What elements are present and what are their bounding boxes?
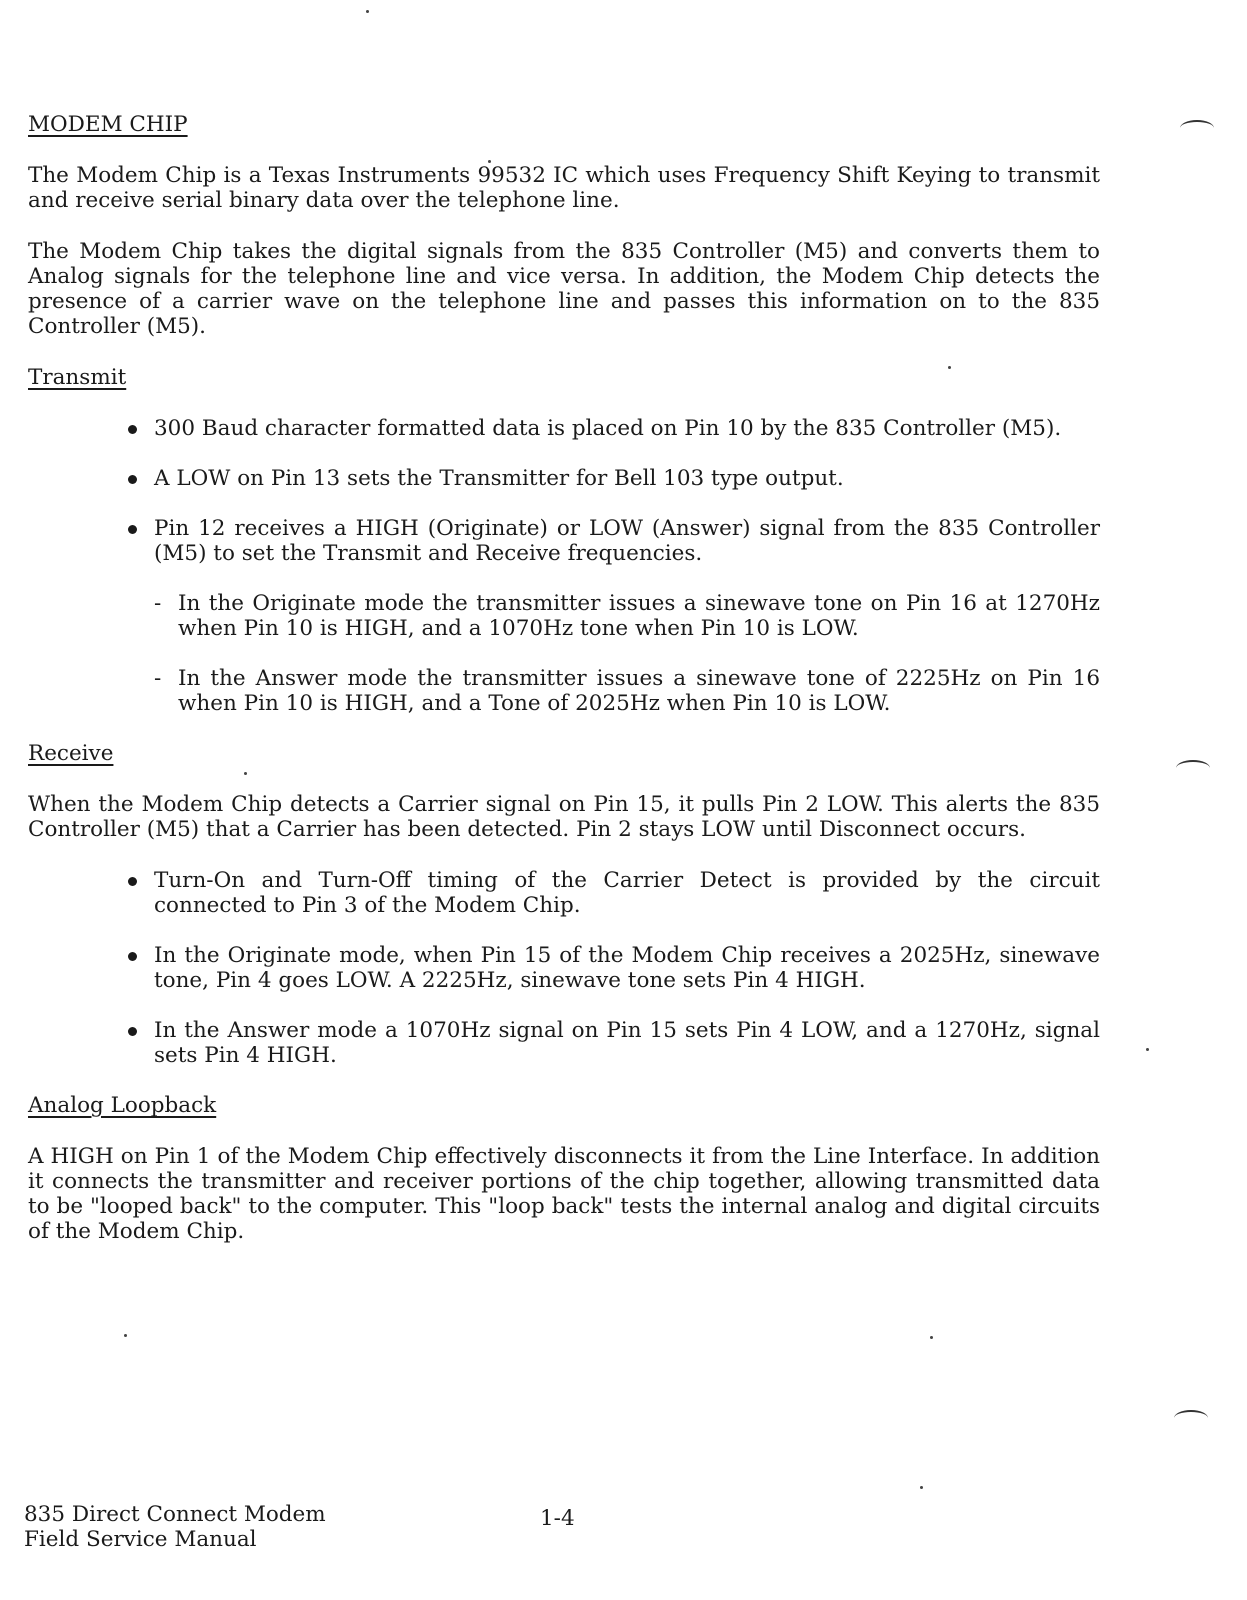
bullet-dot-icon <box>128 475 137 484</box>
bullet-item <box>128 1018 1100 1068</box>
binder-hole-mark-icon <box>1180 120 1214 136</box>
bullet-dot-icon <box>128 525 137 534</box>
bullet-text: In the Originate mode, when Pin 15 of the Modem Chip receives a 2025Hz, sinewave tone, Pin 4 goes LOW. A 2225Hz, sinewave tone sets Pin 4 HIGH. <box>154 943 1100 993</box>
transmit-bullet-list <box>28 416 1100 716</box>
dash-item <box>154 591 1100 641</box>
bullet-text: Pin 12 receives a HIGH (Originate) or LOW (Answer) signal from the 835 Controller (M5) to set the Transmit and Receive frequencies. <box>154 516 1100 566</box>
bullet-dot-icon <box>128 425 137 434</box>
bullet-text: In the Answer mode a 1070Hz signal on Pin 15 sets Pin 4 LOW, and a 1270Hz, signal sets Pin 4 HIGH. <box>154 1018 1100 1068</box>
dash-marker: - <box>154 666 162 691</box>
section-heading-modem-chip: MODEM CHIP <box>28 112 188 137</box>
dash-item <box>154 666 1100 716</box>
paragraph: The Modem Chip is a Texas Instruments 99532 IC which uses Frequency Shift Keying to transmit and receive serial binary data over the telephone line. <box>28 163 1100 213</box>
section-heading-transmit: Transmit <box>28 365 127 390</box>
scan-speck-icon <box>366 10 369 13</box>
scan-speck-icon <box>948 366 951 369</box>
scan-speck-icon <box>124 1334 127 1337</box>
dash-text: In the Originate mode the transmitter issues a sinewave tone on Pin 16 at 1270Hz when Pin 10 is HIGH, and a 1070Hz tone when Pin 10 is LOW. <box>178 591 1100 641</box>
page-footer <box>24 1502 326 1552</box>
bullet-item <box>128 868 1100 918</box>
bullet-dot-icon <box>128 952 137 961</box>
scan-speck-icon <box>930 1336 933 1339</box>
bullet-item <box>128 943 1100 993</box>
scan-speck-icon <box>1146 1048 1149 1051</box>
paragraph: A HIGH on Pin 1 of the Modem Chip effectively disconnects it from the Line Interface. In addition it connects the transmitter and receiver portions of the chip together, allowing transmitted data to be "looped back" to the computer. This "loop back" tests the internal analog and digital circuits of the Modem Chip. <box>28 1144 1100 1244</box>
bullet-text: A LOW on Pin 13 sets the Transmitter for Bell 103 type output. <box>154 466 844 491</box>
page-content <box>28 112 1100 1270</box>
paragraph: The Modem Chip takes the digital signals from the 835 Controller (M5) and converts them to Analog signals for the telephone line and vice versa. In addition, the Modem Chip detects the presence of a carrier wave on the telephone line and passes this information on to the 835 Controller (M5). <box>28 239 1100 339</box>
dash-marker: - <box>154 591 162 616</box>
binder-hole-mark-icon <box>1176 760 1210 776</box>
scan-speck-icon <box>244 772 247 775</box>
bullet-text: Turn-On and Turn-Off timing of the Carrier Detect is provided by the circuit connected to Pin 3 of the Modem Chip. <box>154 868 1100 918</box>
binder-hole-mark-icon <box>1174 1410 1208 1426</box>
bullet-item <box>128 416 1100 441</box>
receive-bullet-list <box>28 868 1100 1068</box>
bullet-item <box>128 516 1100 716</box>
scan-speck-icon <box>488 160 491 163</box>
bullet-dot-icon <box>128 1027 137 1036</box>
footer-subtitle: Field Service Manual <box>24 1527 257 1552</box>
dash-text: In the Answer mode the transmitter issues a sinewave tone of 2225Hz on Pin 16 when Pin 10 is HIGH, and a Tone of 2025Hz when Pin 10 is LOW. <box>178 666 1100 716</box>
section-heading-analog-loopback: Analog Loopback <box>28 1093 217 1118</box>
section-heading-receive: Receive <box>28 741 114 766</box>
paragraph: When the Modem Chip detects a Carrier signal on Pin 15, it pulls Pin 2 LOW. This alerts the 835 Controller (M5) that a Carrier has been detected. Pin 2 stays LOW until Disconnect occurs. <box>28 792 1100 842</box>
bullet-dot-icon <box>128 877 137 886</box>
bullet-item <box>128 466 1100 491</box>
scan-speck-icon <box>920 1486 923 1489</box>
bullet-text: 300 Baud character formatted data is placed on Pin 10 by the 835 Controller (M5). <box>154 416 1062 441</box>
page-number: 1-4 <box>540 1506 575 1531</box>
footer-title: 835 Direct Connect Modem <box>24 1502 326 1527</box>
frequency-dash-list <box>128 591 1100 716</box>
